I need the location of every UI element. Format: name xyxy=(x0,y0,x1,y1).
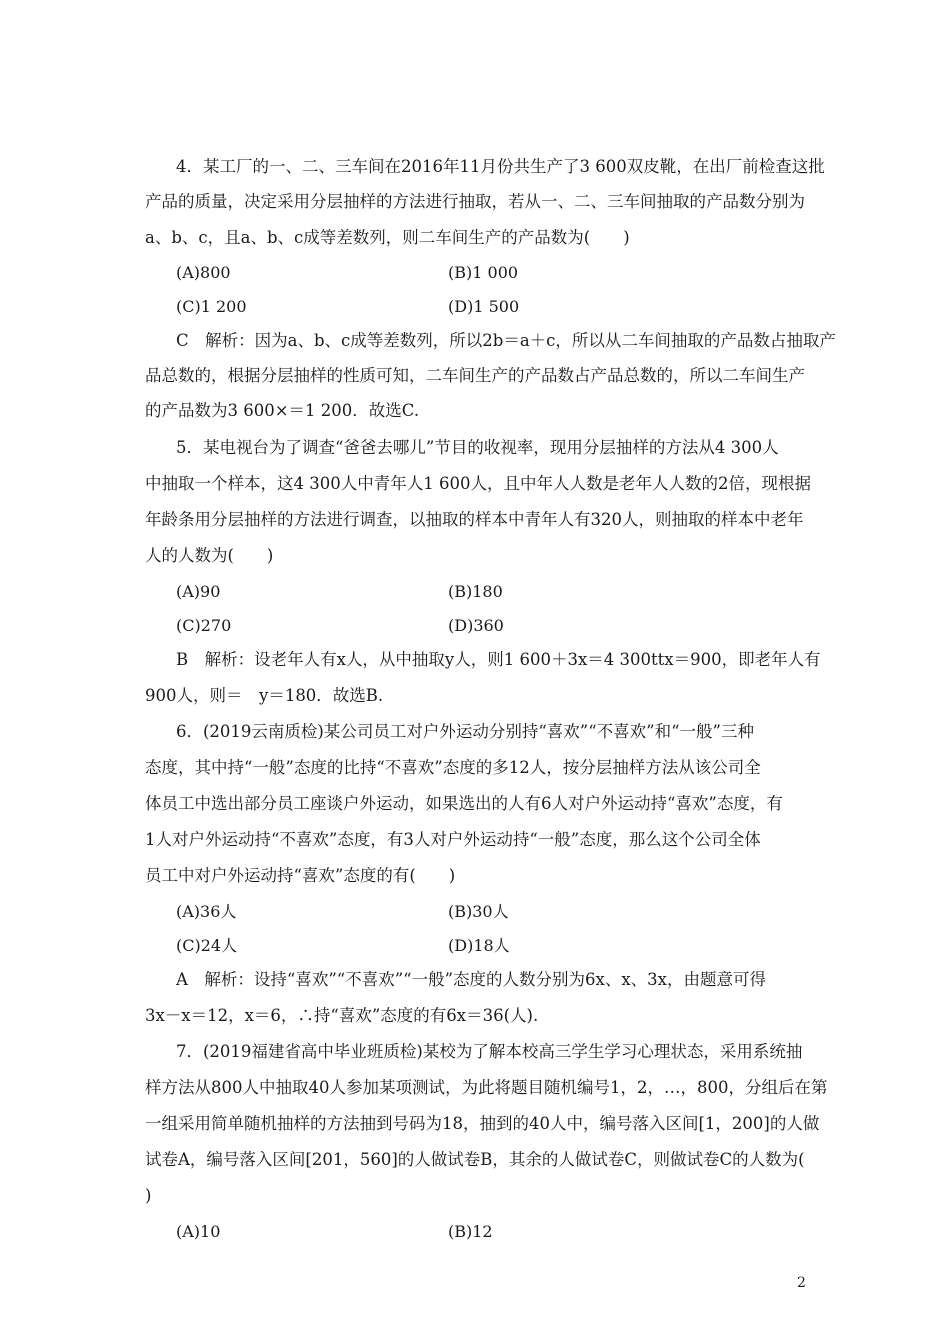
page-number: 2 xyxy=(797,1275,806,1291)
q6-stem-line-3: 体员工中选出部分员工座谈户外运动，如果选出的人有6人对户外运动持“喜欢”态度，有 xyxy=(145,794,783,813)
q5-option-d: (D)360 xyxy=(448,616,504,635)
q4-stem-line-1: 4．某工厂的一、二、三车间在2016年11月份共生产了3 600双皮靴，在出厂前检查这批 xyxy=(176,157,825,176)
q5-stem-line-1: 5．某电视台为了调查“爸爸去哪儿”节目的收视率，现用分层抽样的方法从4 300人 xyxy=(176,438,779,457)
q6-answer-line-2: 3x－x＝12，x＝6，∴持“喜欢”态度的有6x＝36(人). xyxy=(145,1006,539,1025)
q4-option-b: (B)1 000 xyxy=(448,263,519,282)
q7-stem-line-2: 样方法从800人中抽取40人参加某项测试，为此将题目随机编号1，2，…，800，分组后在第 xyxy=(145,1078,828,1097)
q5-answer-line-1: B 解析：设老年人有x人，从中抽取y人，则1 600＋3x＝4 300ttx＝900，即老年人有 xyxy=(176,650,821,669)
q5-stem-line-3: 年龄条用分层抽样的方法进行调查，以抽取的样本中青年人有320人，则抽取的样本中老年 xyxy=(145,510,804,529)
q6-option-a: (A)36人 xyxy=(176,902,237,921)
q4-stem-line-2: 产品的质量，决定采用分层抽样的方法进行抽取，若从一、二、三车间抽取的产品数分别为 xyxy=(145,192,805,211)
q7-stem-line-4: 试卷A，编号落入区间[201，560]的人做试卷B，其余的人做试卷C，则做试卷C的人数为( xyxy=(145,1150,805,1169)
q4-option-d: (D)1 500 xyxy=(448,297,520,316)
q4-stem-line-3: a、b、c，且a、b、c成等差数列，则二车间生产的产品数为( ) xyxy=(145,228,630,247)
q4-answer-line-2: 品总数的，根据分层抽样的性质可知，二车间生产的产品数占产品总数的，所以二车间生产 xyxy=(145,366,805,385)
q7-stem-line-1: 7．(2019福建省高中毕业班质检)某校为了解本校高三学生学习心理状态，采用系统抽 xyxy=(176,1042,803,1061)
q4-option-a: (A)800 xyxy=(176,263,231,282)
q7-stem-line-5: ) xyxy=(145,1186,152,1205)
q6-stem-line-2: 态度，其中持“一般”态度的比持“不喜欢”态度的多12人，按分层抽样方法从该公司全 xyxy=(145,758,761,777)
q5-option-a: (A)90 xyxy=(176,582,221,601)
q6-option-c: (C)24人 xyxy=(176,936,238,955)
q4-answer-line-3: 的产品数为3 600×＝1 200．故选C. xyxy=(145,401,420,420)
q4-option-c: (C)1 200 xyxy=(176,297,247,316)
q5-option-c: (C)270 xyxy=(176,616,232,635)
q6-stem-line-1: 6．(2019云南质检)某公司员工对户外运动分别持“喜欢”“不喜欢”和“一般”三种 xyxy=(176,722,754,741)
q7-option-b: (B)12 xyxy=(448,1222,493,1241)
q7-stem-line-3: 一组采用简单随机抽样的方法抽到号码为18，抽到的40人中，编号落入区间[1，200]的人做 xyxy=(145,1114,820,1133)
q5-stem-line-2: 中抽取一个样本，这4 300人中青年人1 600人，且中年人人数是老年人人数的2倍，现根据 xyxy=(145,474,811,493)
q5-answer-line-2: 900人，则＝ y＝180．故选B. xyxy=(145,686,384,705)
q7-option-a: (A)10 xyxy=(176,1222,221,1241)
q4-answer-line-1: C 解析：因为a、b、c成等差数列，所以2b＝a＋c，所以从二车间抽取的产品数占抽取产 xyxy=(176,331,836,350)
q6-stem-line-4: 1人对户外运动持“不喜欢”态度，有3人对户外运动持“一般”态度，那么这个公司全体 xyxy=(145,830,761,849)
q6-option-b: (B)30人 xyxy=(448,902,509,921)
q5-option-b: (B)180 xyxy=(448,582,503,601)
q6-stem-line-5: 员工中对户外运动持“喜欢”态度的有( ) xyxy=(145,866,456,885)
q5-stem-line-4: 人的人数为( ) xyxy=(145,546,274,565)
q6-answer-line-1: A 解析：设持“喜欢”“不喜欢”“一般”态度的人数分别为6x、x、3x，由题意可得 xyxy=(176,970,766,989)
q6-option-d: (D)18人 xyxy=(448,936,510,955)
